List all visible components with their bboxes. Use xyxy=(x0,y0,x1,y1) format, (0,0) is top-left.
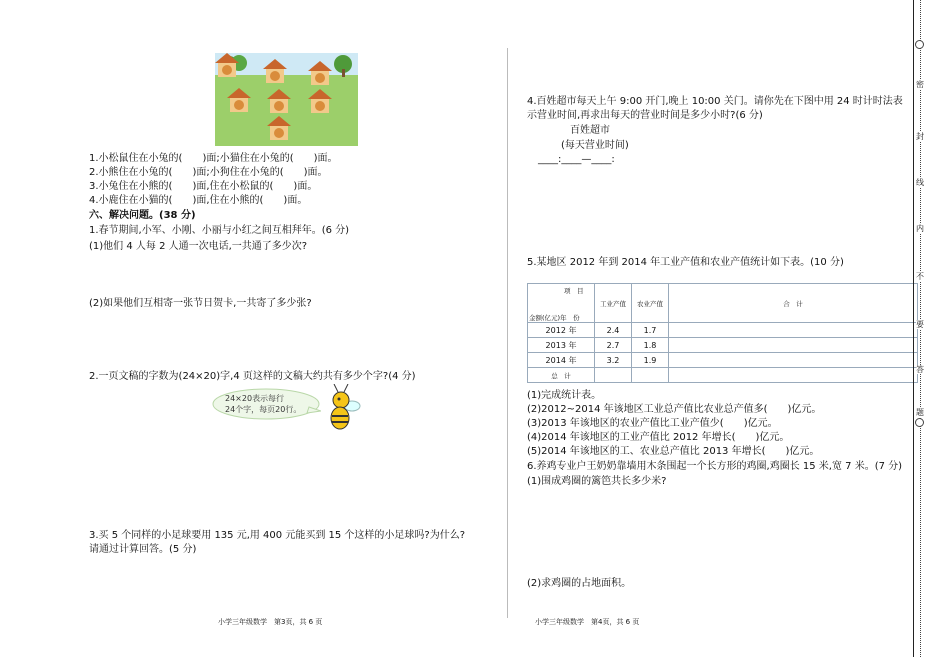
row-year: 2013 年 xyxy=(528,338,595,353)
row-agriculture: 1.9 xyxy=(632,353,669,368)
statistics-table xyxy=(527,283,918,383)
row-total-blank[interactable] xyxy=(669,338,918,353)
header-item: 项 目 xyxy=(564,287,584,295)
table-row xyxy=(528,323,918,338)
bubble-line-1: 24×20表示每行 xyxy=(225,394,285,403)
problem-1-part-2: (2)如果他们互相寄一张节日贺卡,一共寄了多少张? xyxy=(89,298,312,309)
header-total: 合 计 xyxy=(669,284,918,323)
total-label: 总 计 xyxy=(528,368,595,383)
row-total-blank[interactable] xyxy=(669,353,918,368)
question-rabbit: 3.小兔住在小熊的( )面,住在小松鼠的( )面。 xyxy=(89,181,318,192)
problem-4-line-2: 示营业时间,再求出每天的营业时间是多少小时?(6 分) xyxy=(527,110,763,121)
margin-char-6: 要 xyxy=(916,320,924,329)
total-agriculture-blank[interactable] xyxy=(632,368,669,383)
table-corner-header xyxy=(528,284,595,323)
bubble-line-2: 24个字，每页20行。 xyxy=(225,405,302,414)
row-total-blank[interactable] xyxy=(669,323,918,338)
row-year: 2014 年 xyxy=(528,353,595,368)
row-year: 2012 年 xyxy=(528,323,595,338)
problem-2: 2.一页文稿的字数为(24×20)字,4 页这样的文稿大约共有多少个字?(4 分) xyxy=(89,371,416,382)
store-hours-caption: (每天营业时间) xyxy=(561,140,629,151)
row-agriculture: 1.7 xyxy=(632,323,669,338)
problem-5-part-2: (2)2012~2014 年该地区工业总产值比农业总产值多( )亿元。 xyxy=(527,404,822,415)
table-row xyxy=(528,353,918,368)
problem-3-line-2: 请通过计算回答。(5 分) xyxy=(89,544,197,555)
problem-6: 6.养鸡专业户王奶奶靠墙用木条围起一个长方形的鸡圈,鸡圈长 15 米,宽 7 米。(7 分) xyxy=(527,461,903,472)
problem-5-part-4: (4)2014 年该地区的工业产值比 2012 年增长( )亿元。 xyxy=(527,432,790,443)
store-name: 百姓超市 xyxy=(570,125,610,136)
problem-4-line-1: 4.百姓超市每天上午 9:00 开门,晚上 10:00 关门。请你先在下图中用 24 时计时法表 xyxy=(527,96,903,107)
margin-char-7: 答 xyxy=(916,365,924,374)
row-agriculture: 1.8 xyxy=(632,338,669,353)
binding-hole-bottom xyxy=(915,418,924,427)
table-row xyxy=(528,338,918,353)
bee-icon xyxy=(318,384,362,436)
page-divider xyxy=(507,48,508,618)
section-six-heading: 六、解决问题。(38 分) xyxy=(89,210,196,221)
row-industry: 2.4 xyxy=(595,323,632,338)
problem-3-line-1: 3.买 5 个同样的小足球要用 135 元,用 400 元能买到 15 个这样的小足球吗?为什么? xyxy=(89,530,466,541)
problem-5-part-1: (1)完成统计表。 xyxy=(527,390,602,401)
animal-houses-illustration xyxy=(215,53,358,146)
row-industry: 2.7 xyxy=(595,338,632,353)
margin-char-3: 线 xyxy=(916,178,924,187)
margin-char-5: 不 xyxy=(916,272,924,281)
binding-line xyxy=(913,0,914,657)
problem-5-part-5: (5)2014 年该地区的工、农业总产值比 2013 年增长( )亿元。 xyxy=(527,446,820,457)
margin-char-4: 内 xyxy=(916,224,924,233)
question-deer: 4.小鹿住在小猫的( )面,住在小熊的( )面。 xyxy=(89,195,308,206)
time-blanks: ____:____—____: xyxy=(538,154,615,165)
binding-hole-top xyxy=(915,40,924,49)
total-industry-blank[interactable] xyxy=(595,368,632,383)
question-squirrel: 1.小松鼠住在小兔的( )面;小猫住在小兔的( )面。 xyxy=(89,153,338,164)
header-industry: 工业产值 xyxy=(595,284,632,323)
page-footer-right: 小学三年级数学 第4页，共 6 页 xyxy=(535,618,640,626)
page-footer-left: 小学三年级数学 第3页，共 6 页 xyxy=(218,618,323,626)
problem-5-part-3: (3)2013 年该地区的农业产值比工业产值少( )亿元。 xyxy=(527,418,778,429)
margin-char-8: 题 xyxy=(916,408,924,417)
header-agriculture: 农业产值 xyxy=(632,284,669,323)
margin-char-2: 封 xyxy=(916,132,924,141)
header-amount-year: 金额(亿元)年 份 xyxy=(529,314,580,322)
row-industry: 3.2 xyxy=(595,353,632,368)
problem-1-part-1: (1)他们 4 人每 2 人通一次电话,一共通了多少次? xyxy=(89,241,308,252)
table-row xyxy=(528,368,918,383)
problem-5: 5.某地区 2012 年到 2014 年工业产值和农业产值统计如下表。(10 分) xyxy=(527,257,844,268)
problem-1: 1.春节期间,小军、小刚、小丽与小红之间互相拜年。(6 分) xyxy=(89,225,350,236)
margin-char-1: 密 xyxy=(916,80,924,89)
problem-6-part-1: (1)围成鸡圈的篱笆共长多少米? xyxy=(527,476,667,487)
problem-6-part-2: (2)求鸡圈的占地面积。 xyxy=(527,578,632,589)
total-sum-blank[interactable] xyxy=(669,368,918,383)
question-bear: 2.小熊住在小兔的( )面;小狗住在小兔的( )面。 xyxy=(89,167,328,178)
